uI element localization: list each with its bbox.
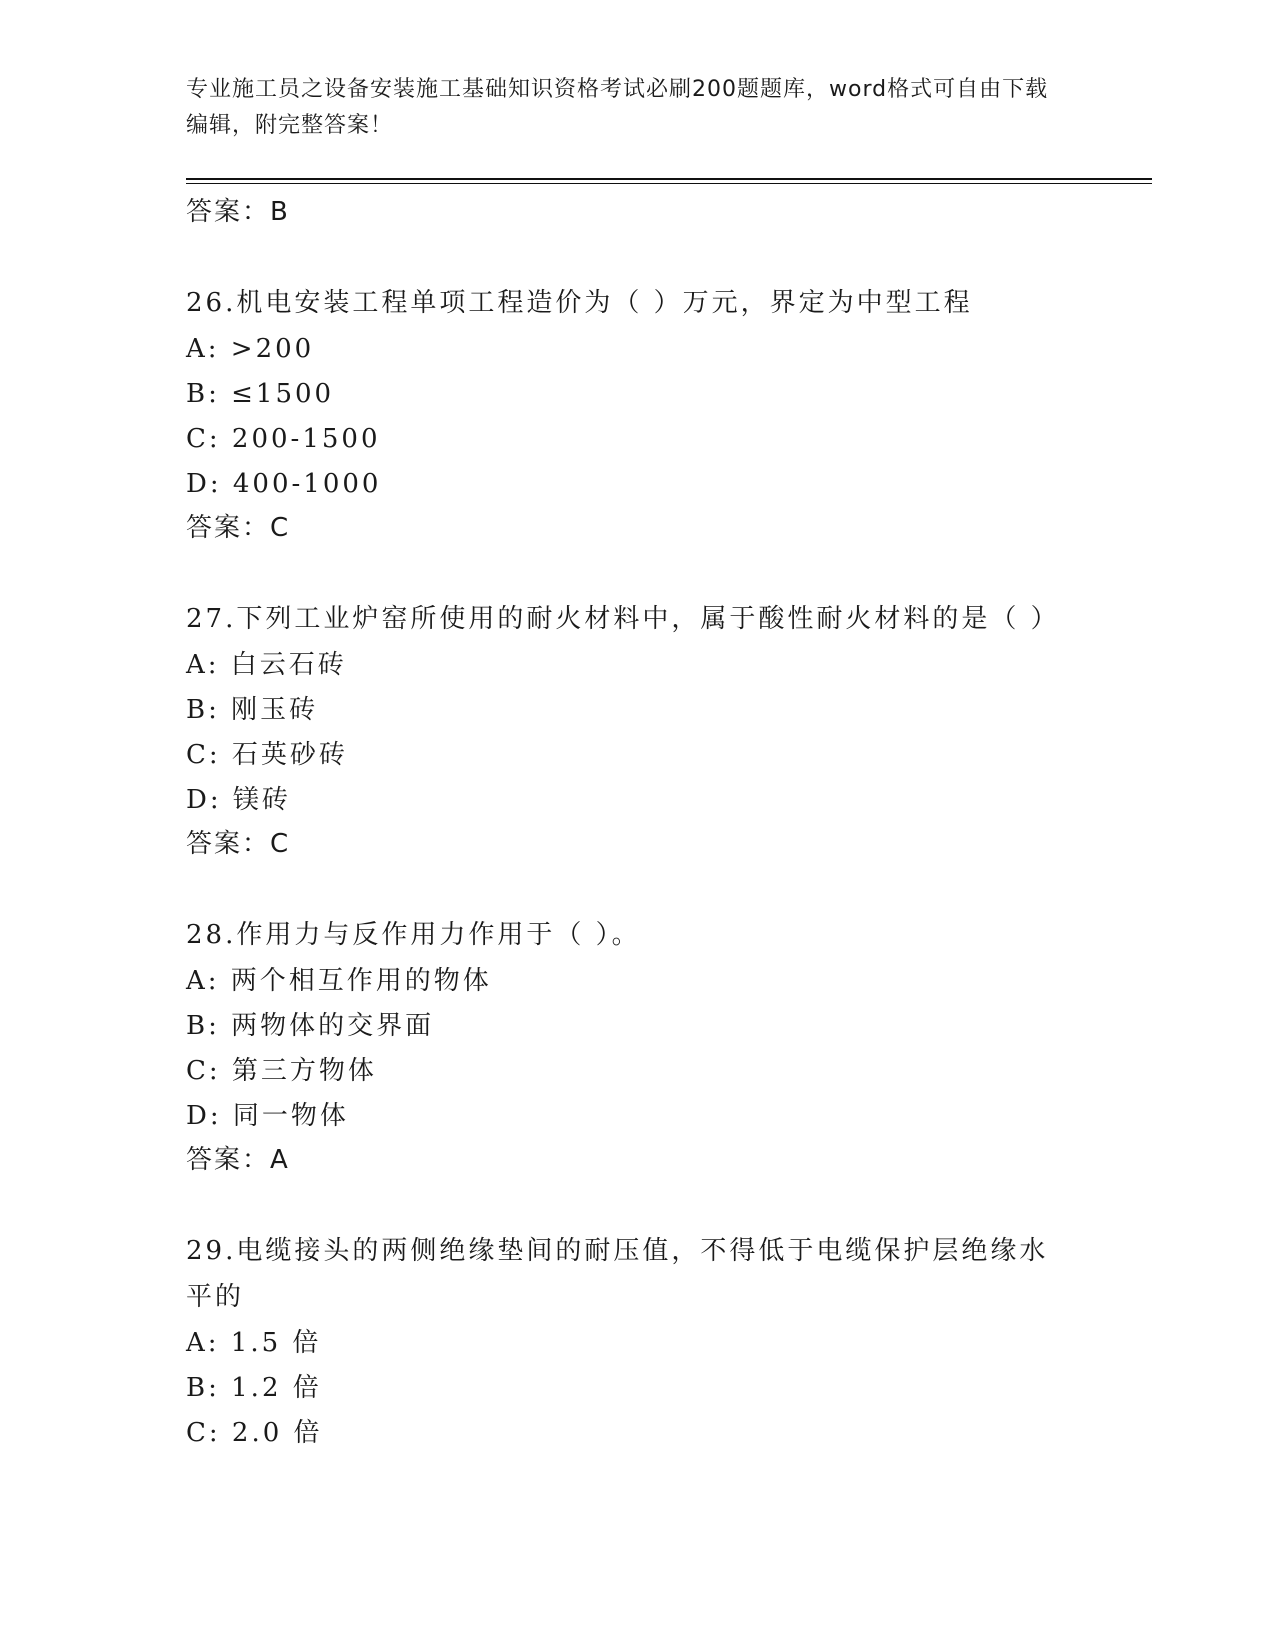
question-27 xyxy=(186,596,1086,867)
option-c: C: 石英砂砖 xyxy=(186,740,348,770)
question-28 xyxy=(186,912,1086,1183)
question-answer: 答案：C xyxy=(186,829,291,859)
option-c: C: 第三方物体 xyxy=(186,1056,377,1086)
header-divider-bottom xyxy=(186,183,1152,184)
option-b: B: ≤1500 xyxy=(186,379,335,409)
header-divider-top xyxy=(186,178,1152,180)
question-stem: 29.电缆接头的两侧绝缘垫间的耐压值，不得低于电缆保护层绝缘水平的 xyxy=(186,1236,1049,1312)
previous-answer: 答案：B xyxy=(186,197,290,227)
question-stem: 26.机电安装工程单项工程造价为（ ）万元，界定为中型工程 xyxy=(186,288,973,318)
question-answer: 答案：A xyxy=(186,1145,290,1175)
option-d: D: 镁砖 xyxy=(186,785,291,815)
option-a: A: 两个相互作用的物体 xyxy=(186,966,492,996)
question-stem: 27.下列工业炉窑所使用的耐火材料中，属于酸性耐火材料的是（ ） xyxy=(186,604,1060,634)
option-d: D: 同一物体 xyxy=(186,1101,349,1131)
question-stem: 28.作用力与反作用力作用于（ ）。 xyxy=(186,920,641,950)
option-d: D: 400-1000 xyxy=(186,469,382,499)
option-a: A: >200 xyxy=(186,334,315,364)
option-b: B: 两物体的交界面 xyxy=(186,1011,435,1041)
option-b: B: 1.2 倍 xyxy=(186,1373,322,1403)
option-b: B: 刚玉砖 xyxy=(186,695,319,725)
question-answer: 答案：C xyxy=(186,513,291,543)
option-c: C: 200-1500 xyxy=(186,424,381,454)
option-a: A: 1.5 倍 xyxy=(186,1328,322,1358)
question-list xyxy=(186,190,1086,1455)
question-29 xyxy=(186,1228,1086,1455)
option-a: A: 白云石砖 xyxy=(186,650,347,680)
document-header: 专业施工员之设备安装施工基础知识资格考试必刷200题题库，word格式可自由下载编辑，附完整答案！ xyxy=(186,77,1049,138)
question-26 xyxy=(186,280,1086,551)
option-c: C: 2.0 倍 xyxy=(186,1418,323,1448)
